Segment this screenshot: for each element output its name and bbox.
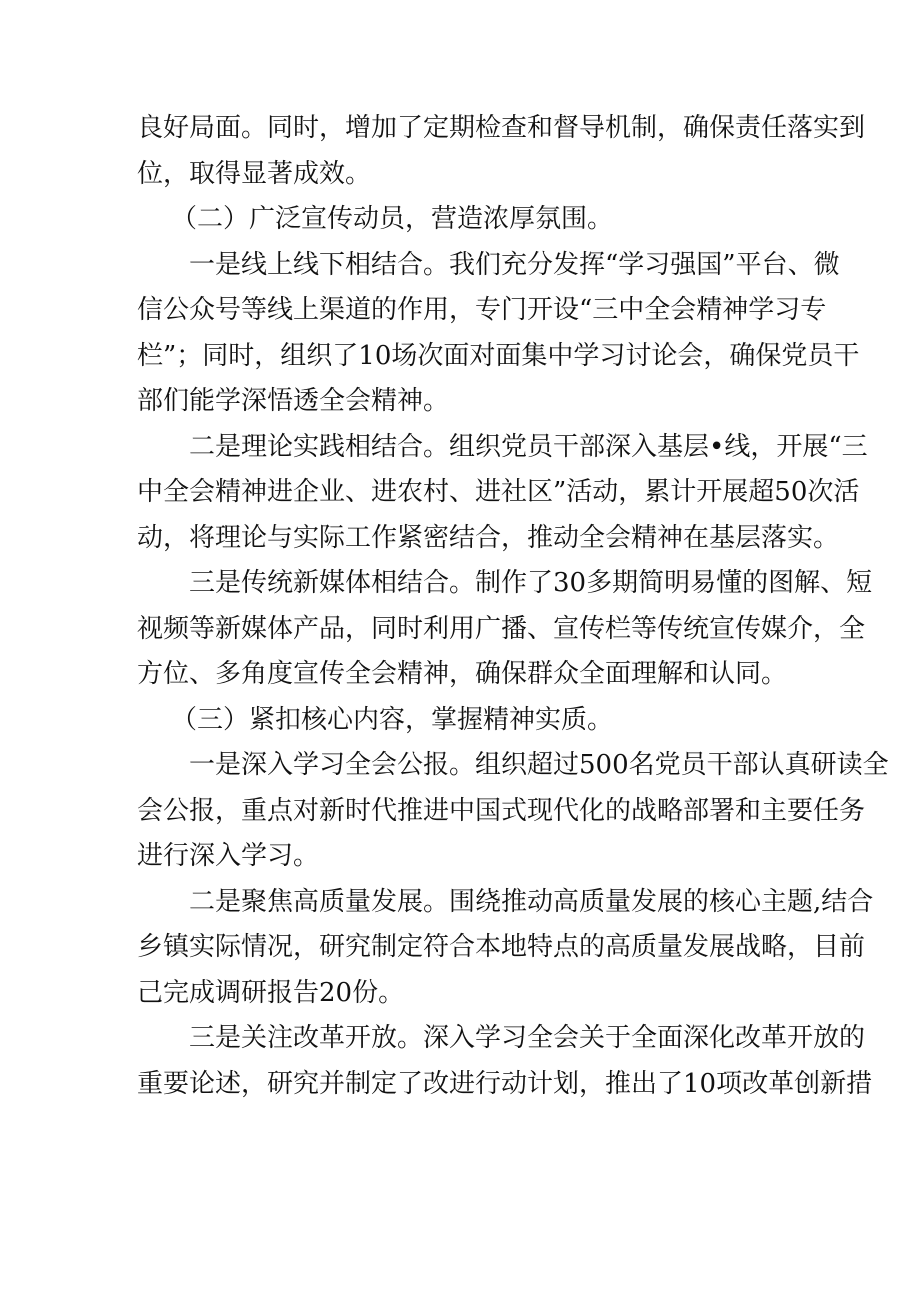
document-body [137,106,889,1107]
text-line: 良好局面。同时，增加了定期检查和督导机制，确保责任落实到 [137,113,866,143]
paragraph-first-line: 二是聚焦高质量发展。围绕推动高质量发展的核心主题,结合 [189,886,874,917]
text-line: 会公报，重点对新时代推进中国式现代化的战略部署和主要任务 [137,795,866,826]
text-line: 栏”；同时，组织了10场次面对面集中学习讨论会，确保党员干 [137,340,860,371]
paragraph-first-line: 一是线上线下相结合。我们充分发挥“学习强国”平台、微 [189,249,840,280]
text-line: 方位、多角度宣传全会精神，确保群众全面理解和认同。 [137,659,788,689]
text-line: 位，取得显著成效。 [137,158,372,189]
text-line: 动，将理论与实际工作紧密结合，推动全会精神在基层落实。 [137,522,840,553]
text-line: 重要论述，研究并制定了改进行动计划，推出了10项改革创新措 [137,1068,873,1099]
paragraph-first-line: 三是关注改革开放。深入学习全会关于全面深化改革开放的 [189,1023,866,1053]
paragraph-first-line: 三是传统新媒体相结合。制作了30多期简明易懂的图解、短 [189,568,873,598]
text-line: 乡镇实际情况，研究制定符合本地特点的高质量发展战略，目前 [137,932,866,962]
paragraph-first-line: 二是理论实践相结合。组织党员干部深入基层•线，开展“三 [189,431,868,462]
text-line: 视频等新媒体产品，同时利用广播、宣传栏等传统宣传媒介，全 [137,613,866,644]
paragraph-first-line: 一是深入学习全会公报。组织超过500名党员干部认真研读全 [189,750,889,780]
text-line: 进行深入学习。 [137,841,320,871]
text-line: 己完成调研报告20份。 [137,977,405,1008]
section-heading: （三）紧扣核心内容，掌握精神实质。 [171,704,614,735]
section-heading: （二）广泛宣传动员，营造浓厚氛围。 [171,204,614,234]
text-line: 中全会精神进企业、进农村、进社区”活动，累计开展超50次活 [137,477,860,507]
text-line: 部们能学深悟透全会精神。 [137,386,450,416]
text-line: 信公众号等线上渠道的作用，专门开设“三中全会精神学习专 [137,295,827,325]
